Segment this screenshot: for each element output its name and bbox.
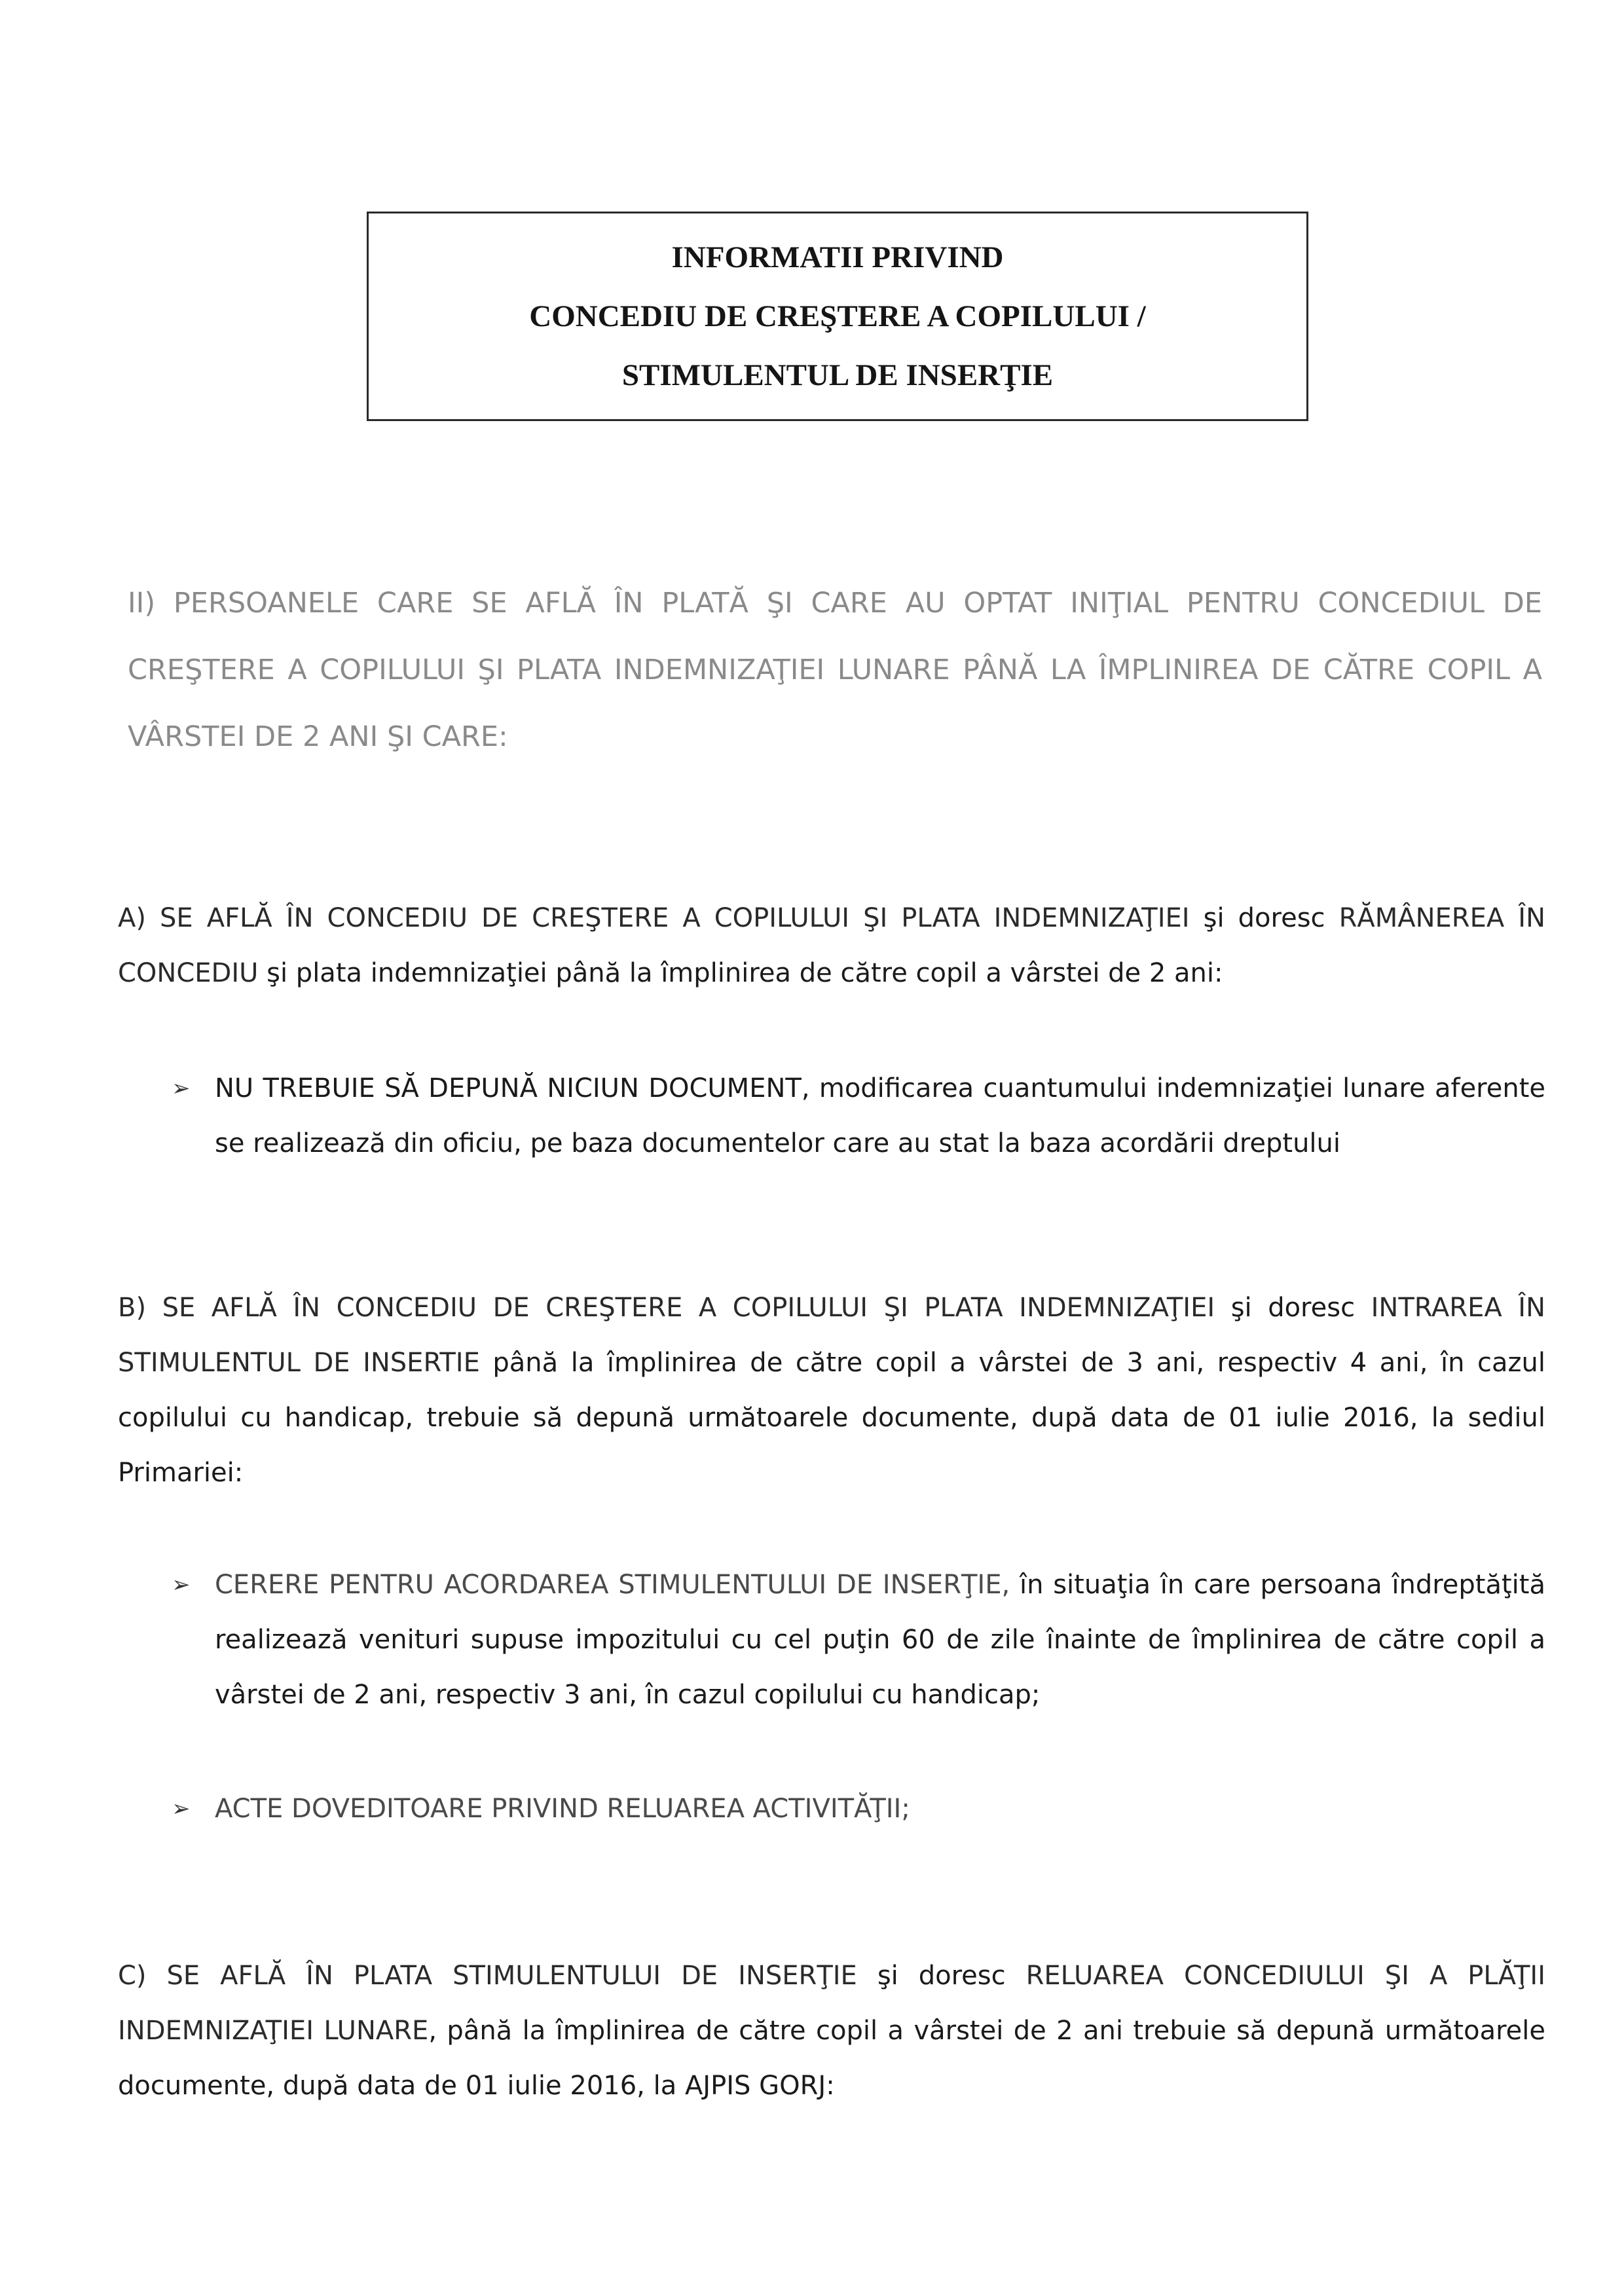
section-c-lead: C) SE AFLĂ ÎN PLATA STIMULENTULUI DE INSERŢIE <box>118 1961 857 1991</box>
section-b-paragraph <box>118 1280 1545 1500</box>
section-b-mid: şi doresc <box>1215 1293 1371 1323</box>
document-title-box <box>367 212 1308 421</box>
section-c-caps: RELUAREA CONCEDIULUI ŞI A PLĂŢII INDEMNIZAŢIEI LUNARE <box>118 1961 1546 2046</box>
arrow-bullet-icon: ➢ <box>172 1075 191 1102</box>
arrow-bullet-icon: ➢ <box>172 1572 191 1598</box>
section-c-mid: şi doresc <box>857 1961 1026 1991</box>
section-b-bullet-1-text: în situaţia în care persoana îndreptăţită realizează venituri supuse impozitului cu cel puţin 60 de zile înainte de împlinirea de către copil a vârstei de 2 ani, respectiv 3 ani, în cazul copilului cu handicap; <box>215 1570 1545 1710</box>
title-line-3: STIMULENTUL DE INSERŢIE <box>621 358 1054 392</box>
section-a-mid: şi doresc <box>1189 903 1339 933</box>
section-a-paragraph <box>118 891 1545 1001</box>
section-a-tail: şi plata indemnizaţiei până la împlinirea de către copil a vârstei de 2 ani: <box>258 958 1223 988</box>
section-b-bullet-1 <box>215 1557 1545 1722</box>
section-c-tail: , până la împlinirea de către copil a vârstei de 2 ani trebuie să depună următoarele documente, după data de 01 iulie 2016, la AJPIS GORJ: <box>118 2016 1545 2101</box>
section-a-bullet-caps: NU TREBUIE SĂ DEPUNĂ NICIUN DOCUMENT <box>215 1073 802 1103</box>
section-b-caps: INTRAREA ÎN STIMULENTUL DE INSERTIE <box>118 1293 1545 1378</box>
arrow-bullet-icon: ➢ <box>172 1796 191 1822</box>
section-b-bullet-2: ACTE DOVEDITOARE PRIVIND RELUAREA ACTIVITĂŢII; <box>215 1794 910 1824</box>
section-b-lead: B) SE AFLĂ ÎN CONCEDIU DE CREŞTERE A COPILULUI ŞI PLATA INDEMNIZAŢIEI <box>118 1293 1215 1323</box>
section-a-caps: RĂMÂNEREA ÎN CONCEDIU <box>118 903 1545 988</box>
section-heading: II) PERSOANELE CARE SE AFLĂ ÎN PLATĂ ŞI CARE AU OPTAT INIŢIAL PENTRU CONCEDIUL DE CREŞTERE A COPILULUI ŞI PLATA INDEMNIZAŢIEI LUNARE PÂNĂ LA ÎMPLINIREA DE CĂTRE COPIL A VÂRSTEI DE 2 ANI ŞI CARE: <box>128 587 1542 753</box>
title-line-2: CONCEDIU DE CREŞTERE A COPILULUI / <box>529 299 1146 333</box>
section-a-bullet <box>215 1061 1545 1171</box>
section-a-bullet-text: , modificarea cuantumului indemnizaţiei lunare aferente se realizează din oficiu, pe baza documentelor care au stat la baza acordării dreptului <box>215 1073 1545 1158</box>
section-b-bullet-1-caps: CERERE PENTRU ACORDAREA STIMULENTULUI DE INSERŢIE, <box>215 1570 1010 1600</box>
section-b-tail: până la împlinirea de către copil a vârstei de 3 ani, respectiv 4 ani, în cazul copilului cu handicap, trebuie să depună următoarele documente, după data de 01 iulie 2016, la sediul Primariei: <box>118 1348 1545 1488</box>
section-a-lead: A) SE AFLĂ ÎN CONCEDIU DE CREŞTERE A COPILULUI ŞI PLATA INDEMNIZAŢIEI <box>118 903 1190 933</box>
title-line-1: INFORMATII PRIVIND <box>671 240 1004 274</box>
section-c-paragraph <box>118 1948 1545 2113</box>
